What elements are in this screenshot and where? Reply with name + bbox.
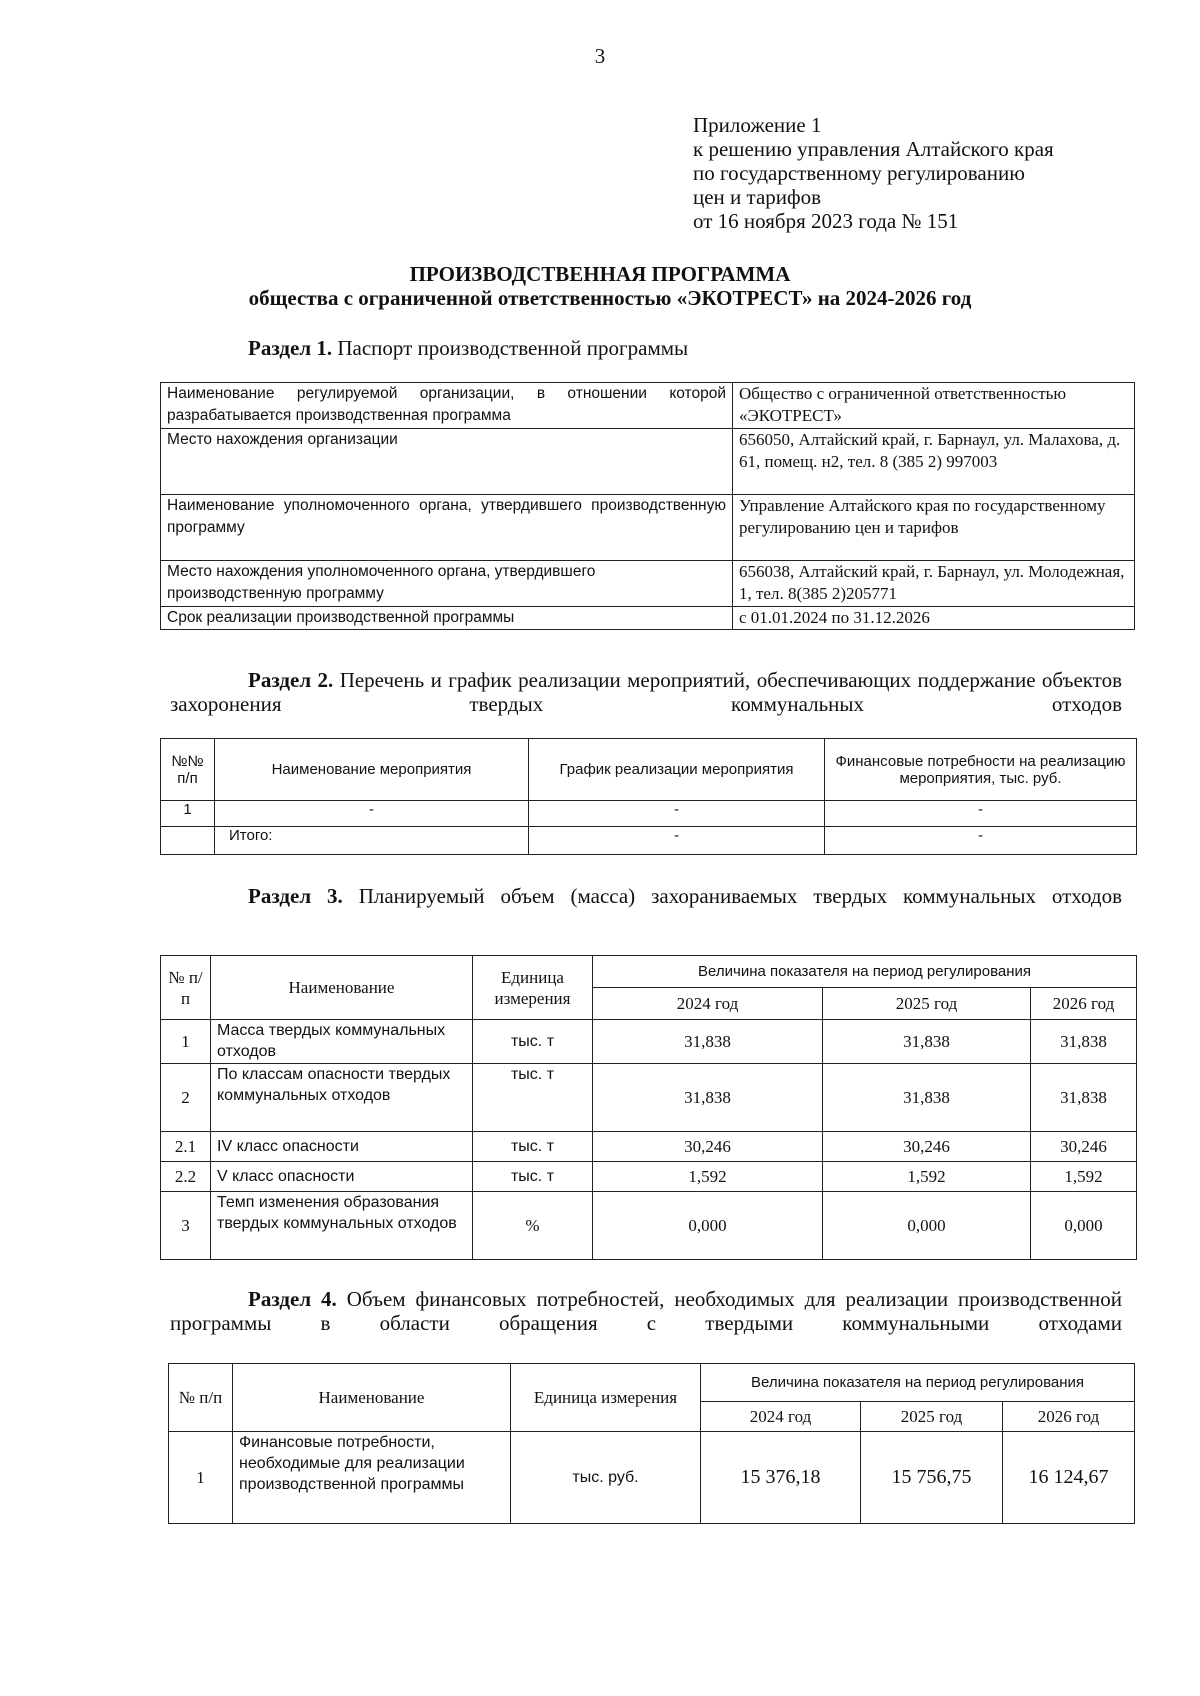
section1-label: Раздел 1. — [248, 336, 333, 360]
section4-heading — [170, 1287, 1122, 1335]
header-num: №№ п/п — [161, 739, 215, 801]
cell-value: 31,838 — [593, 1064, 823, 1132]
passport-cell-left: Место нахождения организации — [161, 429, 733, 495]
header-year: 2025 год — [861, 1402, 1003, 1432]
appendix-line: Приложение 1 — [693, 113, 822, 137]
cell-value: 31,838 — [1031, 1020, 1137, 1064]
cell-value: 16 124,67 — [1003, 1432, 1135, 1524]
document-title — [0, 262, 1200, 310]
cell-value: 0,000 — [1031, 1192, 1137, 1260]
table-row — [161, 827, 1137, 855]
cell-num: 1 — [161, 1020, 211, 1064]
section3-heading — [170, 884, 1122, 908]
header-name: Наименование мероприятия — [215, 739, 529, 801]
cell-value: 30,246 — [593, 1132, 823, 1162]
cell-schedule: - — [529, 827, 825, 855]
cell-name: V класс опасности — [211, 1162, 473, 1192]
cell-value: 1,592 — [1031, 1162, 1137, 1192]
cell-value: 1,592 — [593, 1162, 823, 1192]
cell-value: 31,838 — [593, 1020, 823, 1064]
volume-table — [160, 955, 1137, 1260]
cell-num: 1 — [169, 1432, 233, 1524]
cell-value: 15 756,75 — [861, 1432, 1003, 1524]
cell-num: 1 — [161, 801, 215, 827]
cell-num: 2.2 — [161, 1162, 211, 1192]
cell-name: По классам опасности твердых коммунальных отходов — [211, 1064, 473, 1132]
cell-unit: % — [473, 1192, 593, 1260]
passport-cell-right: Общество с ограниченной ответственностью «ЭКОТРЕСТ» — [733, 383, 1135, 429]
cell-num: 3 — [161, 1192, 211, 1260]
section3-label: Раздел 3. — [248, 884, 343, 908]
appendix-line: цен и тарифов — [693, 185, 822, 209]
header-period: Величина показателя на период регулирования — [701, 1364, 1135, 1402]
cell-num: 2.1 — [161, 1132, 211, 1162]
table-row — [169, 1364, 1135, 1402]
section3-title: Планируемый объем (масса) захораниваемых твердых коммунальных отходов — [358, 884, 1122, 908]
table-row — [161, 956, 1137, 988]
cell-name: Итого: — [215, 827, 529, 855]
table-row — [161, 495, 1135, 561]
passport-table — [160, 382, 1135, 630]
cell-num — [161, 827, 215, 855]
passport-cell-right: Управление Алтайского края по государственному регулированию цен и тарифов — [733, 495, 1135, 561]
table-row — [161, 561, 1135, 607]
cell-value: 15 376,18 — [701, 1432, 861, 1524]
cell-finance: - — [825, 801, 1137, 827]
header-year: 2025 год — [823, 988, 1031, 1020]
table-row — [161, 1064, 1137, 1132]
header-unit: Единица измерения — [473, 956, 593, 1020]
table-row — [161, 1020, 1137, 1064]
cell-schedule: - — [529, 801, 825, 827]
passport-cell-left: Место нахождения уполномоченного органа, утвердившего производственную программу — [161, 561, 733, 607]
cell-unit: тыс. т — [473, 1132, 593, 1162]
finance-table — [168, 1363, 1135, 1524]
section4-title: Объем финансовых потребностей, необходимых для реализации производственной программы в области обращения с твердыми коммунальными отходами — [170, 1287, 1122, 1335]
header-year: 2024 год — [701, 1402, 861, 1432]
cell-name: IV класс опасности — [211, 1132, 473, 1162]
passport-cell-left: Наименование уполномоченного органа, утвердившего производственную программу — [161, 495, 733, 561]
page-number: 3 — [594, 44, 606, 68]
title-line-2: общества с ограниченной ответственностью «ЭКОТРЕСТ» на 2024-2026 год — [248, 286, 972, 310]
header-name: Наименование — [211, 956, 473, 1020]
header-year: 2026 год — [1003, 1402, 1135, 1432]
section2-heading — [170, 668, 1122, 716]
cell-name: Темп изменения образования твердых коммунальных отходов — [211, 1192, 473, 1260]
section1-heading — [248, 336, 688, 360]
passport-cell-right: 656038, Алтайский край, г. Барнаул, ул. Молодежная, 1, тел. 8(385 2)205771 — [733, 561, 1135, 607]
table-row — [161, 607, 1135, 630]
cell-finance: - — [825, 827, 1137, 855]
table-row — [161, 429, 1135, 495]
appendix-line: по государственному регулированию — [693, 161, 1025, 185]
header-unit: Единица измерения — [511, 1364, 701, 1432]
table-row — [169, 1432, 1135, 1524]
title-line-1: ПРОИЗВОДСТВЕННАЯ ПРОГРАММА — [409, 262, 791, 286]
table-row — [161, 1162, 1137, 1192]
section2-label: Раздел 2. — [248, 668, 334, 692]
passport-cell-right: 656050, Алтайский край, г. Барнаул, ул. Малахова, д. 61, помещ. н2, тел. 8 (385 2) 997003 — [733, 429, 1135, 495]
header-finance: Финансовые потребности на реализацию мероприятия, тыс. руб. — [825, 739, 1137, 801]
cell-num: 2 — [161, 1064, 211, 1132]
section2-title: Перечень и график реализации мероприятий, обеспечивающих поддержание объектов захоронения твердых коммунальных отходов — [170, 668, 1123, 716]
cell-value: 30,246 — [1031, 1132, 1137, 1162]
header-num: № п/п — [169, 1364, 233, 1432]
header-name: Наименование — [233, 1364, 511, 1432]
cell-value: 0,000 — [593, 1192, 823, 1260]
table-row — [161, 739, 1137, 801]
header-year: 2024 год — [593, 988, 823, 1020]
passport-cell-left: Срок реализации производственной программы — [161, 607, 733, 630]
appendix-block — [693, 113, 1054, 233]
cell-name: Масса твердых коммунальных отходов — [211, 1020, 473, 1064]
cell-unit: тыс. т — [473, 1064, 593, 1132]
cell-value: 30,246 — [823, 1132, 1031, 1162]
table-row — [161, 1132, 1137, 1162]
appendix-line: от 16 ноября 2023 года № 151 — [693, 209, 959, 233]
passport-cell-left: Наименование регулируемой организации, в отношении которой разрабатывается производственная программа — [161, 383, 733, 429]
cell-unit: тыс. т — [473, 1020, 593, 1064]
header-year: 2026 год — [1031, 988, 1137, 1020]
cell-unit: тыс. руб. — [511, 1432, 701, 1524]
table-row — [161, 383, 1135, 429]
measures-table — [160, 738, 1137, 855]
section1-title: Паспорт производственной программы — [337, 336, 689, 360]
appendix-line: к решению управления Алтайского края — [693, 137, 1054, 161]
table-row — [161, 1192, 1137, 1260]
cell-unit: тыс. т — [473, 1162, 593, 1192]
table-row — [161, 801, 1137, 827]
cell-value: 31,838 — [823, 1064, 1031, 1132]
cell-name: - — [215, 801, 529, 827]
cell-name: Финансовые потребности, необходимые для реализации производственной программы — [233, 1432, 511, 1524]
cell-value: 31,838 — [823, 1020, 1031, 1064]
passport-cell-right: с 01.01.2024 по 31.12.2026 — [733, 607, 1135, 630]
header-period: Величина показателя на период регулирования — [593, 956, 1137, 988]
cell-value: 1,592 — [823, 1162, 1031, 1192]
cell-value: 0,000 — [823, 1192, 1031, 1260]
section4-label: Раздел 4. — [248, 1287, 337, 1311]
header-schedule: График реализации мероприятия — [529, 739, 825, 801]
header-num: № п/п — [161, 956, 211, 1020]
cell-value: 31,838 — [1031, 1064, 1137, 1132]
